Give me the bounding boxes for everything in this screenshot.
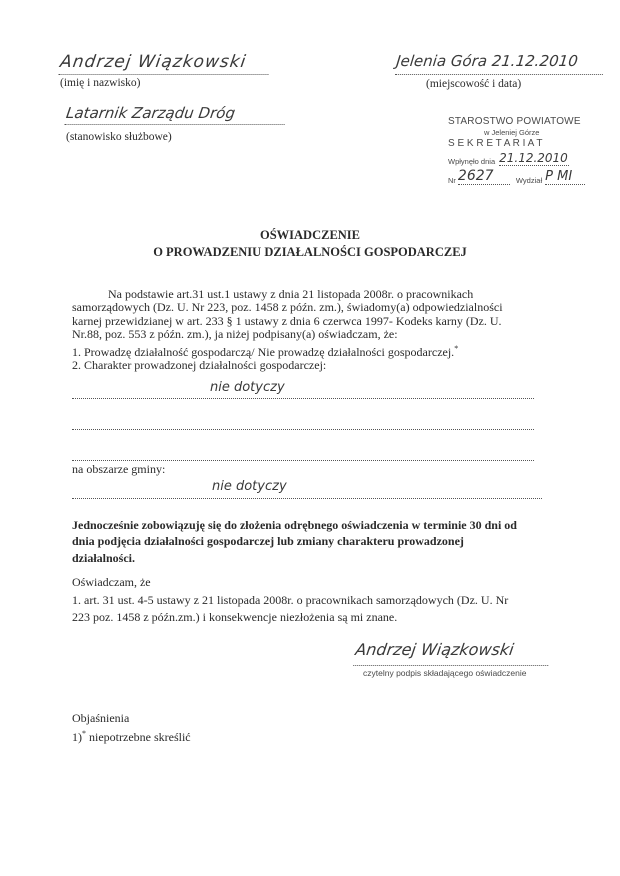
footnote-text: niepotrzebne skreślić (86, 730, 191, 745)
item-1 (72, 342, 548, 359)
stamp-received-row (448, 151, 608, 166)
stamp-secretariat: S E K R E T A R I A T (448, 138, 543, 149)
footnotes (72, 712, 191, 745)
stamp-received-label: Wpłynęło dnia (448, 157, 496, 166)
document-title (0, 228, 620, 260)
stamp-dept-value: P MI (545, 169, 585, 185)
stamp-nr-label: Nr (448, 176, 456, 185)
declare-line-2: 223 poz. 1458 z późn.zm.) i konsekwencje niezłożenia są mi znane. (72, 609, 398, 624)
footnote-1 (72, 727, 191, 744)
position-handwriting: Latarnik Zarządu Dróg (65, 104, 288, 125)
stamp-dept-label: Wydział (515, 176, 543, 185)
title-line-1: OŚWIADCZENIE (259, 228, 361, 242)
signature-handwriting: Andrzej Wiązkowski (353, 640, 552, 666)
obligation-paragraph (72, 519, 548, 565)
name-block (60, 52, 290, 89)
stamp-city: w Jeleniej Górze (484, 128, 540, 137)
item-1-text: 1. Prowadzę działalność gospodarczą/ Nie prowadzę działalności gospodarczej. (72, 344, 455, 359)
footnote-number: 1) (72, 730, 82, 745)
position-label: (stanowisko służbowe) (66, 131, 172, 143)
stamp-number-row (448, 168, 608, 185)
position-block (66, 104, 306, 143)
character-line-1 (72, 380, 534, 399)
gmina-label: na obszarze gminy: (72, 462, 166, 476)
stamp-received-value: 21.12.2010 (499, 151, 568, 165)
signature-label: czytelny podpis składającego oświadczenie (363, 668, 527, 678)
footnote-mark: * (82, 729, 86, 739)
declare-heading: Oświadczam, że (72, 575, 151, 589)
item-1-mark: * (454, 343, 459, 353)
obligation-line-3: działalności. (72, 550, 136, 565)
title-line-2: O PROWADZENIU DZIAŁALNOŚCI GOSPODARCZEJ (153, 245, 467, 259)
gmina-line (72, 479, 542, 499)
paragraph-line-4: Nr.88, poz. 553 z późn. zm.), ja niżej podpisany(a) oświadczam, że: (72, 327, 398, 342)
character-line-3 (72, 446, 534, 461)
declare-line-1: 1. art. 31 ust. 4-5 ustawy z 21 listopada 2008r. o pracownikach samorządowych (Dz. U. Nr (72, 593, 509, 608)
name-label: (imię i nazwisko) (60, 77, 141, 89)
legal-basis-paragraph (72, 288, 548, 372)
item-2: 2. Charakter prowadzonej działalności gospodarczej: (72, 358, 327, 373)
obligation-line-2: dnia podjęcia działalności gospodarczej lub zmiany charakteru prowadzonej (72, 534, 464, 549)
signature-block (355, 640, 550, 678)
declaration-paragraph (72, 576, 548, 624)
character-handwriting: nie dotyczy (210, 380, 285, 395)
explanations-heading: Objaśnienia (72, 711, 130, 725)
place-date-block (396, 52, 610, 90)
gmina-handwriting: nie dotyczy (212, 479, 287, 494)
registry-stamp (448, 116, 608, 185)
paragraph-line-2: samorządowych (Dz. U. Nr 223, poz. 1458 z późn. zm.), świadomy(a) odpowiedzialności (72, 300, 503, 315)
paragraph-line-3: karnej przewidzianej w art. 233 § 1 ustawy z dnia 6 czerwca 1997- Kodeks karny (Dz. U. (72, 313, 502, 328)
stamp-nr-value: 2627 (458, 168, 510, 185)
obligation-line-1: Jednocześnie zobowiązuję się do złożenia odrębnego oświadczenia w terminie 30 dni od (72, 518, 517, 532)
character-line-2 (72, 415, 534, 430)
paragraph-line-1: Na podstawie art.31 ust.1 ustawy z dnia 21 listopada 2008r. o pracownikach (108, 287, 474, 301)
stamp-office: STAROSTWO POWIATOWE (448, 116, 581, 127)
place-date-handwriting: Jelenia Góra 21.12.2010 (395, 52, 605, 75)
place-date-label: (miejscowość i data) (426, 78, 522, 90)
name-handwriting: Andrzej Wiązkowski (58, 52, 271, 75)
